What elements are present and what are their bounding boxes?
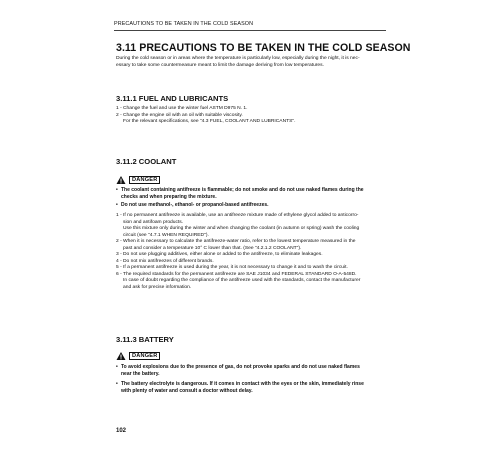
item-text: sion and antifoam products. xyxy=(123,219,184,225)
item-number: 1 - xyxy=(116,213,122,218)
item-text: The required standards for the permanent antifreeze are SAE J1034 and FEDERAL STANDARD O-A-548D. xyxy=(123,271,357,277)
bullet-text: To avoid explosions due to the presence of gas, do not provoke sparks and do not use naked flames xyxy=(121,364,360,370)
fuel-heading: 3.11.1 FUEL AND LUBRICANTS xyxy=(116,94,229,103)
intro-line: During the cold season or in areas where the temperature is particularly low, especially during the night, it is nec- xyxy=(116,56,360,61)
item-text: Do not mix antifreezes of different brands. xyxy=(123,258,214,264)
item-number: 4 - xyxy=(116,258,122,264)
bullet-item: • Do not use methanol-, ethanol- or propanol-based antifreezes. xyxy=(116,201,269,208)
danger-label: DANGER xyxy=(129,352,160,361)
item-text: circuit (see "4.7.1 WHEN REQUIRED"). xyxy=(123,232,209,238)
item-number: 6 - xyxy=(116,271,122,277)
intro-line: essary to take some countermeasure meant to limit the damage deriving from low temperatures. xyxy=(116,62,324,68)
warning-triangle-icon xyxy=(116,175,126,185)
fuel-list xyxy=(116,106,378,126)
item-text: In case of doubt regarding the compliance of the antifreeze used with the standards, contact the manufacturer xyxy=(123,278,361,283)
list-item xyxy=(116,106,378,113)
page-number: 102 xyxy=(116,428,127,434)
item-text: If no permanent antifreeze is available, use an antifreeze mixture made of ethylene glycol added to anticorro- xyxy=(123,213,359,218)
coolant-list xyxy=(116,213,378,291)
item-text: and ask for precise information. xyxy=(123,284,192,290)
item-text: When it is necessary to calculate the antifreeze-water ratio, refer to the lowest temperature measured in the xyxy=(123,239,356,244)
battery-heading: 3.11.3 BATTERY xyxy=(116,335,174,344)
item-text: Change the engine oil with an oil with suitable viscosity. xyxy=(123,112,243,118)
bullet-item: • The battery electrolyte is dangerous. If it comes in contact with the eyes or the skin, immediately rinse xyxy=(116,380,364,387)
battery-bullets xyxy=(116,364,380,395)
bullet-text: The coolant containing antifreeze is flammable; do not smoke and do not use naked flames during the xyxy=(121,187,364,193)
item-number: 5 - xyxy=(116,265,122,270)
danger-label: DANGER xyxy=(129,176,160,185)
item-text: Do not use plugging additives, either alone or added to the antifreeze, to eliminate leakages. xyxy=(123,252,323,257)
section-title: 3.11 PRECAUTIONS TO BE TAKEN IN THE COLD SEASON xyxy=(116,42,411,54)
item-number: 1 - xyxy=(116,106,122,111)
item-text: past and consider a temperature 10° C lower than that. (See "4.2.1.2 COOLANT"). xyxy=(123,245,302,251)
intro-text xyxy=(116,56,378,69)
running-header: PRECAUTIONS TO BE TAKEN IN THE COLD SEASON xyxy=(114,21,254,27)
list-item xyxy=(116,213,378,220)
battery-danger-sign xyxy=(116,351,160,361)
item-text: Change the fuel and use the winter fuel ASTM D975 N. 1. xyxy=(123,106,248,111)
bullet-item: • The coolant containing antifreeze is flammable; do not smoke and do not use naked flames during the xyxy=(116,187,364,193)
item-text: Use this mixture only during the winter and when changing the coolant (in autumn or spring) wash the cooling xyxy=(123,226,360,231)
item-text: If a permanent antifreeze is used during the year, it is not necessary to change it and to wash the circuit. xyxy=(123,265,348,270)
list-item xyxy=(116,239,378,246)
item-text: For the relevant specifications, see "4.3 FUEL, COOLANT AND LUBRICANTS". xyxy=(123,119,296,125)
bullet-item: • To avoid explosions due to the presence of gas, do not provoke sparks and do not use naked flames xyxy=(116,364,360,370)
item-number: 2 - xyxy=(116,239,122,244)
bullet-text: near the battery. xyxy=(121,370,160,377)
coolant-heading: 3.11.2 COOLANT xyxy=(116,157,177,166)
coolant-bullets xyxy=(116,187,380,209)
warning-triangle-icon xyxy=(116,351,126,361)
header-rule xyxy=(114,30,386,31)
bullet-text: The battery electrolyte is dangerous. If it comes in contact with the eyes or the skin, immediately rinse xyxy=(121,380,364,387)
item-number: 2 - xyxy=(116,112,122,118)
coolant-danger-sign xyxy=(116,175,160,185)
bullet-text: checks and when preparing the mixture. xyxy=(121,193,217,200)
bullet-text: Do not use methanol-, ethanol- or propanol-based antifreezes. xyxy=(121,201,269,208)
bullet-text: with plenty of water and consult a doctor without delay. xyxy=(121,387,253,394)
item-number: 3 - xyxy=(116,252,122,257)
